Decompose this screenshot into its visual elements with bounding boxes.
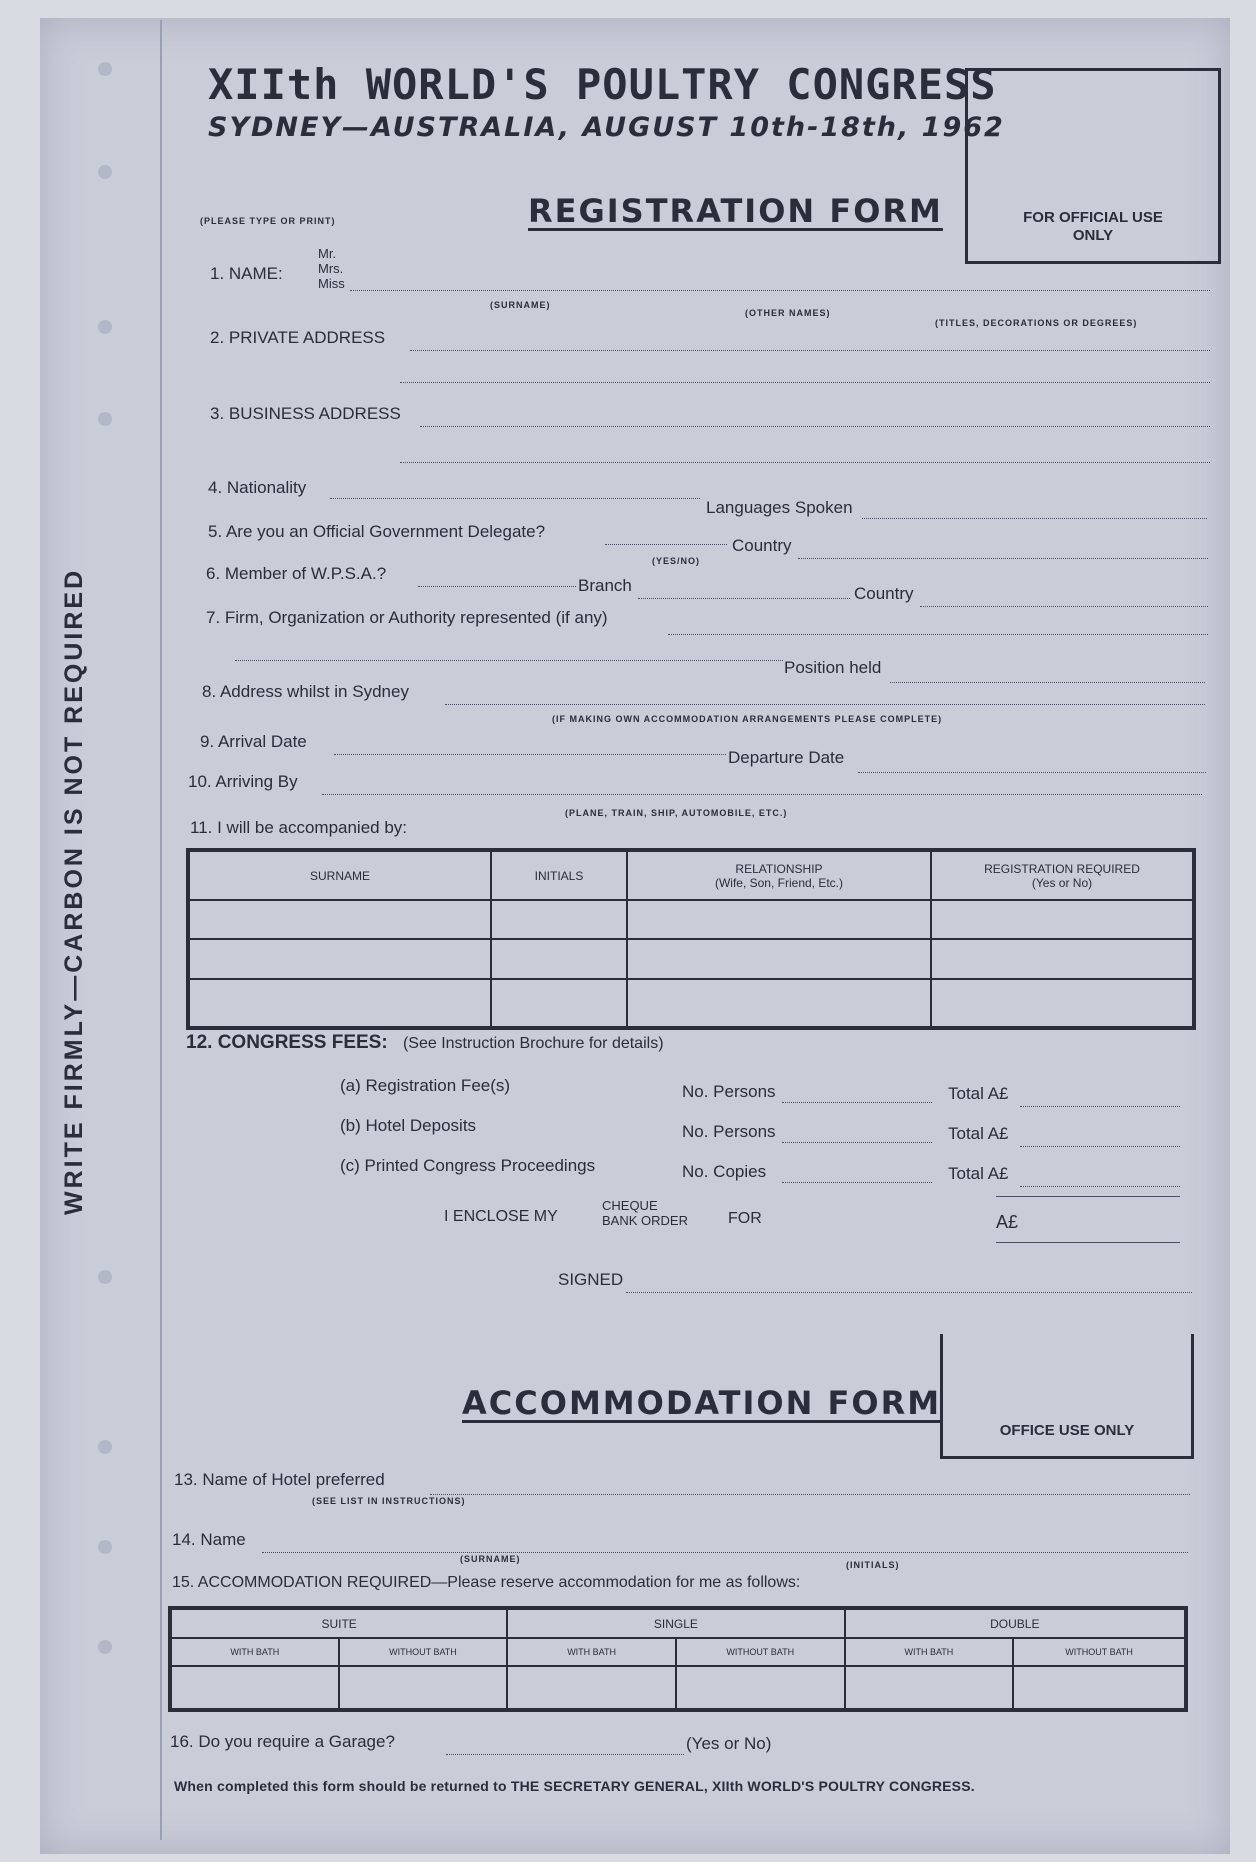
col-relationship — [627, 850, 931, 900]
title-mrs: Mrs. — [318, 261, 344, 276]
binder-hole — [98, 165, 112, 179]
table-cell[interactable] — [1013, 1666, 1186, 1710]
side-note: WRITE FIRMLY—CARBON IS NOT REQUIRED — [60, 567, 88, 1215]
col-without-bath: WITHOUT BATH — [1013, 1638, 1186, 1666]
binder-hole — [98, 1540, 112, 1554]
accommodation-required-label: 15. ACCOMMODATION REQUIRED—Please reserve accommodation for me as follows: — [172, 1574, 801, 1591]
col-with-bath: WITH BATH — [845, 1638, 1014, 1666]
hotel-preferred-field[interactable] — [430, 1494, 1190, 1495]
table-row — [188, 939, 1194, 978]
delegate-country-field[interactable] — [798, 558, 1208, 559]
wpsa-country-label: Country — [854, 584, 914, 603]
hotel-preferred-hint: (SEE LIST IN INSTRUCTIONS) — [312, 1496, 466, 1506]
delegate-country-label: Country — [732, 536, 792, 555]
official-use-label: FOR OFFICIAL USE ONLY — [1023, 209, 1163, 244]
col-with-bath: WITH BATH — [170, 1638, 339, 1666]
sydney-address-field[interactable] — [445, 704, 1205, 705]
enclose-prefix: I ENCLOSE MY — [444, 1208, 558, 1225]
departure-date-label: Departure Date — [728, 748, 845, 767]
enclose-amount-field[interactable] — [996, 1242, 1180, 1243]
congress-fees-note: (See Instruction Brochure for details) — [402, 1035, 664, 1052]
title-options — [318, 246, 345, 291]
congress-fees-title: 12. CONGRESS FEES: — [186, 1032, 388, 1053]
fee-count-field[interactable] — [782, 1142, 932, 1143]
col-suite: SUITE — [170, 1608, 507, 1638]
signed-label: SIGNED — [558, 1270, 624, 1289]
col-registration — [931, 850, 1194, 900]
col-single: SINGLE — [507, 1608, 844, 1638]
accommodation-name-field[interactable] — [262, 1552, 1188, 1553]
table-cell[interactable] — [627, 900, 931, 939]
office-use-label: OFFICE USE ONLY — [999, 1422, 1135, 1439]
col-registration-sub: (Yes or No) — [1031, 875, 1093, 890]
fee-count-label: No. Copies — [682, 1162, 767, 1181]
col-double: DOUBLE — [845, 1608, 1186, 1638]
binder-hole — [98, 62, 112, 76]
payment-method-options — [602, 1198, 688, 1228]
business-address-field-line2[interactable] — [400, 462, 1210, 463]
delegate-label: 5. Are you an Official Government Delegate? — [208, 522, 546, 541]
margin-rule — [160, 20, 162, 1840]
sydney-address-label: 8. Address whilst in Sydney — [202, 682, 409, 701]
title-miss: Miss — [318, 276, 345, 291]
table-cell[interactable] — [339, 1666, 508, 1710]
branch-field[interactable] — [638, 598, 850, 599]
table-row — [188, 900, 1194, 939]
private-address-label: 2. PRIVATE ADDRESS — [210, 328, 386, 347]
position-field[interactable] — [890, 682, 1205, 683]
other-names-hint: (OTHER NAMES) — [745, 308, 831, 318]
organization-field[interactable] — [668, 634, 1208, 635]
hotel-preferred-label: 13. Name of Hotel preferred — [174, 1470, 385, 1489]
table-cell[interactable] — [676, 1666, 845, 1710]
col-relationship-sub: (Wife, Son, Friend, Etc.) — [714, 875, 844, 890]
official-use-box — [965, 68, 1221, 264]
title-mr: Mr. — [318, 246, 337, 261]
accommodation-name-label: 14. Name — [172, 1530, 246, 1549]
delegate-field[interactable] — [605, 544, 727, 545]
congress-title: XIIth WORLD'S POULTRY CONGRESS — [208, 60, 997, 109]
fee-count-field[interactable] — [782, 1102, 932, 1103]
table-cell[interactable] — [931, 979, 1194, 1028]
binder-hole — [98, 1440, 112, 1454]
signature-field[interactable] — [626, 1292, 1192, 1293]
name-label: 1. NAME: — [210, 264, 283, 283]
garage-hint: (Yes or No) — [686, 1734, 772, 1753]
accommodation-heading: ACCOMMODATION FORM — [462, 1384, 942, 1422]
arriving-by-field[interactable] — [322, 794, 1202, 795]
wpsa-member-label: 6. Member of W.P.S.A.? — [206, 564, 387, 583]
departure-date-field[interactable] — [858, 772, 1206, 773]
binder-hole — [98, 320, 112, 334]
private-address-field[interactable] — [410, 350, 1210, 351]
table-cell[interactable] — [931, 900, 1194, 939]
garage-field[interactable] — [446, 1754, 684, 1755]
binder-hole — [98, 1270, 112, 1284]
languages-field[interactable] — [862, 518, 1207, 519]
table-cell[interactable] — [507, 1666, 676, 1710]
congress-fees-label — [186, 1032, 664, 1054]
fees-sum-rule — [996, 1196, 1180, 1197]
private-address-field-line2[interactable] — [400, 382, 1210, 383]
garage-label: 16. Do you require a Garage? — [170, 1732, 395, 1751]
table-cell[interactable] — [491, 979, 627, 1028]
fee-item-label: (c) Printed Congress Proceedings — [340, 1156, 596, 1175]
table-cell[interactable] — [188, 939, 491, 978]
col-relationship-title: RELATIONSHIP — [735, 861, 823, 876]
fee-total-field[interactable] — [1020, 1106, 1180, 1107]
fee-count-label: No. Persons — [682, 1122, 776, 1141]
return-instructions: When completed this form should be returned to THE SECRETARY GENERAL, XIIth WORLD'S POULTRY CONGRESS. — [174, 1778, 975, 1794]
cheque-option[interactable]: CHEQUE — [602, 1198, 658, 1213]
table-row — [188, 979, 1194, 1028]
name-field[interactable] — [350, 290, 1210, 291]
fee-item-label: (a) Registration Fee(s) — [340, 1076, 511, 1095]
branch-label: Branch — [578, 576, 632, 595]
table-cell[interactable] — [627, 979, 931, 1028]
arrival-date-label: 9. Arrival Date — [200, 732, 307, 751]
wpsa-member-field[interactable] — [418, 586, 576, 587]
type-or-print-note: (PLEASE TYPE OR PRINT) — [200, 216, 336, 226]
enclose-currency: A£ — [996, 1212, 1019, 1232]
arriving-by-label: 10. Arriving By — [188, 772, 298, 791]
fee-count-label: No. Persons — [682, 1082, 776, 1101]
enclose-for: FOR — [728, 1210, 762, 1227]
fee-total-label: Total A£ — [948, 1164, 1009, 1183]
delegate-hint: (YES/NO) — [652, 556, 701, 566]
fee-total-label: Total A£ — [948, 1124, 1009, 1143]
fee-total-field[interactable] — [1020, 1146, 1180, 1147]
table-row — [170, 1666, 1186, 1710]
nationality-field[interactable] — [330, 498, 700, 499]
table-cell[interactable] — [845, 1666, 1014, 1710]
organization-field-line2[interactable] — [235, 660, 783, 661]
registration-heading: REGISTRATION FORM — [528, 192, 943, 230]
position-label: Position held — [784, 658, 882, 677]
col-registration-title: REGISTRATION REQUIRED — [984, 861, 1140, 876]
fee-total-label: Total A£ — [948, 1084, 1009, 1103]
nationality-label: 4. Nationality — [208, 478, 307, 497]
fee-item-label: (b) Hotel Deposits — [340, 1116, 477, 1135]
table-cell[interactable] — [170, 1666, 339, 1710]
wpsa-country-field[interactable] — [920, 606, 1208, 607]
fee-total-field[interactable] — [1020, 1186, 1180, 1187]
business-address-field[interactable] — [420, 426, 1210, 427]
business-address-label: 3. BUSINESS ADDRESS — [210, 404, 401, 423]
titles-hint: (TITLES, DECORATIONS OR DEGREES) — [935, 318, 1138, 328]
surname-hint: (SURNAME) — [490, 300, 551, 310]
col-surname: SURNAME — [188, 850, 491, 900]
accompanied-label: 11. I will be accompanied by: — [190, 818, 408, 837]
surname-hint: (SURNAME) — [460, 1554, 521, 1564]
languages-label: Languages Spoken — [706, 498, 853, 517]
table-cell[interactable] — [931, 939, 1194, 978]
arrival-date-field[interactable] — [334, 754, 726, 755]
table-cell[interactable] — [491, 939, 627, 978]
table-cell[interactable] — [491, 900, 627, 939]
fee-count-field[interactable] — [782, 1182, 932, 1183]
table-cell[interactable] — [627, 939, 931, 978]
arriving-by-hint: (PLANE, TRAIN, SHIP, AUTOMOBILE, ETC.) — [565, 808, 788, 818]
table-cell[interactable] — [188, 900, 491, 939]
col-initials: INITIALS — [491, 850, 627, 900]
table-cell[interactable] — [188, 979, 491, 1028]
col-without-bath: WITHOUT BATH — [339, 1638, 508, 1666]
col-with-bath: WITH BATH — [507, 1638, 676, 1666]
office-use-box — [940, 1334, 1194, 1459]
companions-table — [186, 848, 1196, 1030]
col-without-bath: WITHOUT BATH — [676, 1638, 845, 1666]
binder-hole — [98, 1640, 112, 1654]
accommodation-table — [168, 1606, 1188, 1712]
initials-hint: (INITIALS) — [846, 1560, 900, 1570]
organization-label: 7. Firm, Organization or Authority represented (if any) — [206, 608, 608, 627]
sydney-address-hint: (IF MAKING OWN ACCOMMODATION ARRANGEMENTS PLEASE COMPLETE) — [552, 714, 943, 724]
bank-order-option[interactable]: BANK ORDER — [602, 1213, 688, 1228]
congress-location-date: SYDNEY—AUSTRALIA, AUGUST 10th-18th, 1962 — [208, 112, 1005, 143]
binder-hole — [98, 412, 112, 426]
